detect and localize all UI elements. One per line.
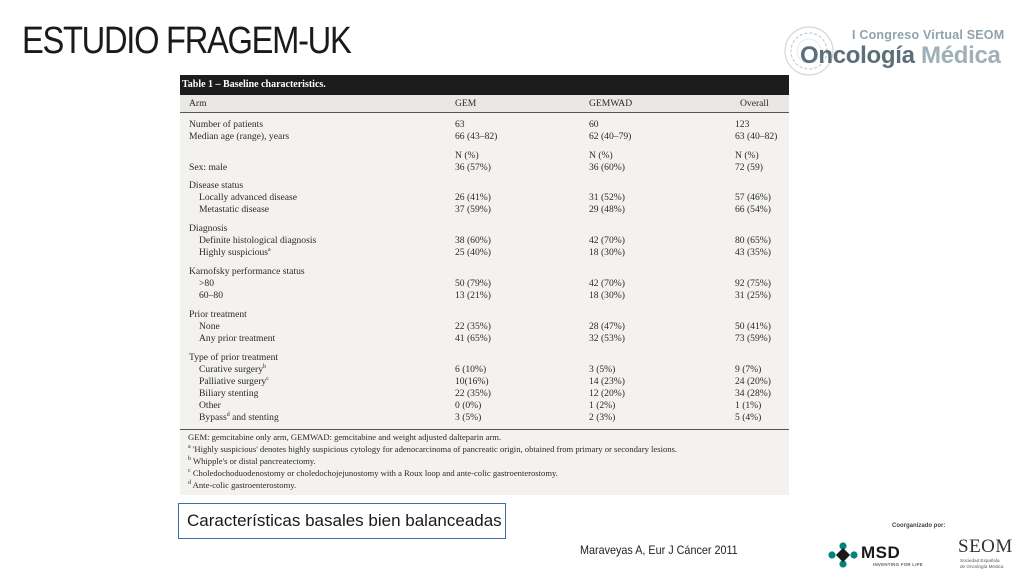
cell-gemwad: 42 (70%)	[589, 235, 625, 246]
seom-logo	[958, 536, 1018, 572]
cell-gem: 63	[455, 119, 465, 130]
coorganized-label: Coorganizado por:	[892, 523, 946, 529]
cell-gemwad: 18 (30%)	[589, 290, 625, 301]
footnote	[188, 480, 296, 490]
cell-gem: 13 (21%)	[455, 290, 491, 301]
row-label	[199, 333, 275, 344]
footnote-text: Whipple's or distal pancreatectomy.	[191, 456, 316, 466]
cell-overall: 66 (54%)	[735, 204, 771, 215]
row-label-text: Curative surgery	[199, 364, 264, 376]
row-label-text: Definite histological diagnosis	[199, 235, 317, 246]
footnote	[188, 468, 558, 478]
cell-gemwad: 1 (2%)	[589, 400, 616, 411]
row-label-text: Disease status	[189, 180, 244, 191]
cell-overall: 24 (20%)	[735, 376, 771, 387]
footnote-mark: d	[188, 480, 191, 487]
cell-gemwad: 42 (70%)	[589, 278, 625, 289]
row-label	[189, 352, 278, 363]
footnote-divider	[180, 429, 789, 430]
cell-gemwad: 32 (53%)	[589, 333, 625, 344]
cell-overall: 5 (4%)	[735, 412, 762, 423]
table-header-row	[180, 95, 789, 113]
row-label-text: Prior treatment	[189, 309, 247, 320]
row-label-text: Other	[199, 400, 221, 411]
row-label-text: Diagnosis	[189, 223, 228, 234]
msd-tagline: INVENTING FOR LIFE	[873, 562, 923, 567]
cell-overall: 72 (59)	[735, 162, 763, 173]
row-label	[199, 364, 266, 375]
cell-gemwad: N (%)	[589, 150, 613, 161]
row-label	[189, 162, 227, 173]
row-label	[189, 131, 289, 142]
row-label-text: Bypass	[199, 412, 227, 424]
cell-gem: 3 (5%)	[455, 412, 482, 423]
row-label	[189, 266, 305, 277]
reference-citation: Maraveyas A, Eur J Cáncer 2011	[580, 543, 738, 557]
row-label-text: Highly suspicious	[199, 247, 269, 259]
header-overall: Overall	[740, 98, 769, 109]
row-label-text: Locally advanced disease	[199, 192, 298, 203]
row-label	[189, 309, 247, 320]
congress-name-part2: Médica	[921, 42, 1001, 69]
cell-gem: 66 (43–82)	[455, 131, 498, 142]
summary-box: Características basales bien balanceadas	[178, 503, 506, 539]
row-label	[199, 412, 279, 423]
row-label-text: >80	[199, 278, 215, 289]
cell-gem: 38 (60%)	[455, 235, 491, 246]
row-label	[189, 119, 263, 130]
footnote-mark: c	[188, 468, 191, 475]
slide-title: ESTUDIO FRAGEM-UK	[22, 20, 351, 62]
table-caption: Table 1 – Baseline characteristics.	[180, 75, 789, 95]
cell-overall: 63 (40–82)	[735, 131, 778, 142]
cell-gemwad: 60	[589, 119, 599, 130]
msd-mark-icon	[828, 542, 858, 568]
footnote-text: Ante-colic gastroenterostomy.	[191, 480, 297, 490]
footnote	[188, 456, 316, 466]
cell-gem: 25 (40%)	[455, 247, 491, 258]
cell-overall: 123	[735, 119, 750, 130]
seom-line1: Sociedad Española	[960, 558, 1000, 563]
row-label	[199, 388, 258, 399]
cell-gem: N (%)	[455, 150, 479, 161]
footnote-mark: b	[188, 456, 191, 463]
row-label	[199, 376, 269, 387]
row-label	[189, 180, 243, 191]
footnote-text: Choledochoduodenostomy or choledochojejunostomy with a Roux loop and ante-colic gastroenterostomy.	[190, 468, 558, 478]
footnote-text: 'Highly suspicious' denotes highly suspicious cytology for adenocarcinoma of pancreatic origin, obtained from primary or secondary lesions.	[190, 444, 678, 454]
row-label-text: Biliary stenting	[199, 388, 259, 399]
cell-gem: 6 (10%)	[455, 364, 487, 375]
cell-gem: 22 (35%)	[455, 321, 491, 332]
cell-overall: 57 (46%)	[735, 192, 771, 203]
msd-logo	[828, 540, 928, 570]
footnote-marker: c	[266, 376, 269, 382]
congress-name	[800, 42, 1001, 70]
row-label-text: None	[199, 321, 220, 332]
footnote-marker: d	[226, 412, 230, 418]
row-label-text: Sex: male	[189, 162, 228, 173]
cell-overall: 80 (65%)	[735, 235, 771, 246]
cell-gemwad: 29 (48%)	[589, 204, 625, 215]
cell-overall: 92 (75%)	[735, 278, 771, 289]
row-label-text: 60–80	[199, 290, 223, 301]
row-label	[199, 235, 316, 246]
cell-overall: 1 (1%)	[735, 400, 762, 411]
row-label	[199, 192, 297, 203]
cell-overall: 73 (59%)	[735, 333, 771, 344]
congress-logo	[780, 22, 1010, 80]
cell-overall: N (%)	[735, 150, 759, 161]
row-label-text: Palliative surgery	[199, 376, 267, 388]
cell-gemwad: 14 (23%)	[589, 376, 625, 387]
cell-gem: 10(16%)	[455, 376, 489, 387]
footnote-mark: a	[188, 444, 191, 451]
row-label	[199, 290, 223, 301]
row-label	[189, 223, 227, 234]
cell-gem: 50 (79%)	[455, 278, 491, 289]
footnote-text: GEM: gemcitabine only arm, GEMWAD: gemcitabine and weight adjusted dalteparin arm.	[188, 432, 502, 442]
seom-name: SEOM	[958, 536, 1013, 557]
cell-gemwad: 18 (30%)	[589, 247, 625, 258]
row-label-text: Type of prior treatment	[189, 352, 279, 363]
row-label	[199, 204, 269, 215]
cell-overall: 50 (41%)	[735, 321, 771, 332]
row-label	[199, 278, 214, 289]
msd-name: MSD	[861, 543, 901, 562]
cell-gemwad: 3 (5%)	[589, 364, 616, 375]
cell-gemwad: 62 (40–79)	[589, 131, 632, 142]
header-arm: Arm	[189, 98, 207, 109]
cell-gemwad: 28 (47%)	[589, 321, 625, 332]
cell-gem: 22 (35%)	[455, 388, 491, 399]
cell-gemwad: 36 (60%)	[589, 162, 625, 173]
cell-gemwad: 31 (52%)	[589, 192, 625, 203]
header-gemwad: GEMWAD	[589, 98, 633, 109]
header-gem: GEM	[455, 98, 477, 109]
cell-overall: 9 (7%)	[735, 364, 762, 375]
row-label-text: Any prior treatment	[199, 333, 276, 344]
cell-gemwad: 12 (20%)	[589, 388, 625, 399]
congress-subtitle: I Congreso Virtual SEOM	[852, 28, 1005, 42]
row-label-text: Metastatic disease	[199, 204, 270, 215]
baseline-table	[180, 75, 789, 495]
row-label	[199, 400, 221, 411]
row-label	[199, 321, 220, 332]
cell-overall: 43 (35%)	[735, 247, 771, 258]
cell-gem: 0 (0%)	[455, 400, 482, 411]
row-label-text: Karnofsky performance status	[189, 266, 305, 277]
row-label-text: Median age (range), years	[189, 131, 290, 142]
cell-gem: 36 (57%)	[455, 162, 491, 173]
row-label-text: Number of patients	[189, 119, 264, 130]
row-label-suffix: and stenting	[229, 412, 279, 424]
cell-gem: 41 (65%)	[455, 333, 491, 344]
seom-line2: de Oncología Médica	[960, 564, 1004, 569]
footnote-marker: a	[268, 247, 271, 253]
footnote	[188, 432, 501, 442]
cell-gem: 26 (41%)	[455, 192, 491, 203]
cell-overall: 31 (25%)	[735, 290, 771, 301]
footnote	[188, 444, 677, 454]
cell-overall: 34 (28%)	[735, 388, 771, 399]
footnote-marker: b	[263, 364, 267, 370]
congress-name-part1: Oncología	[800, 42, 915, 69]
cell-gem: 37 (59%)	[455, 204, 491, 215]
row-label	[199, 247, 271, 258]
cell-gemwad: 2 (3%)	[589, 412, 616, 423]
